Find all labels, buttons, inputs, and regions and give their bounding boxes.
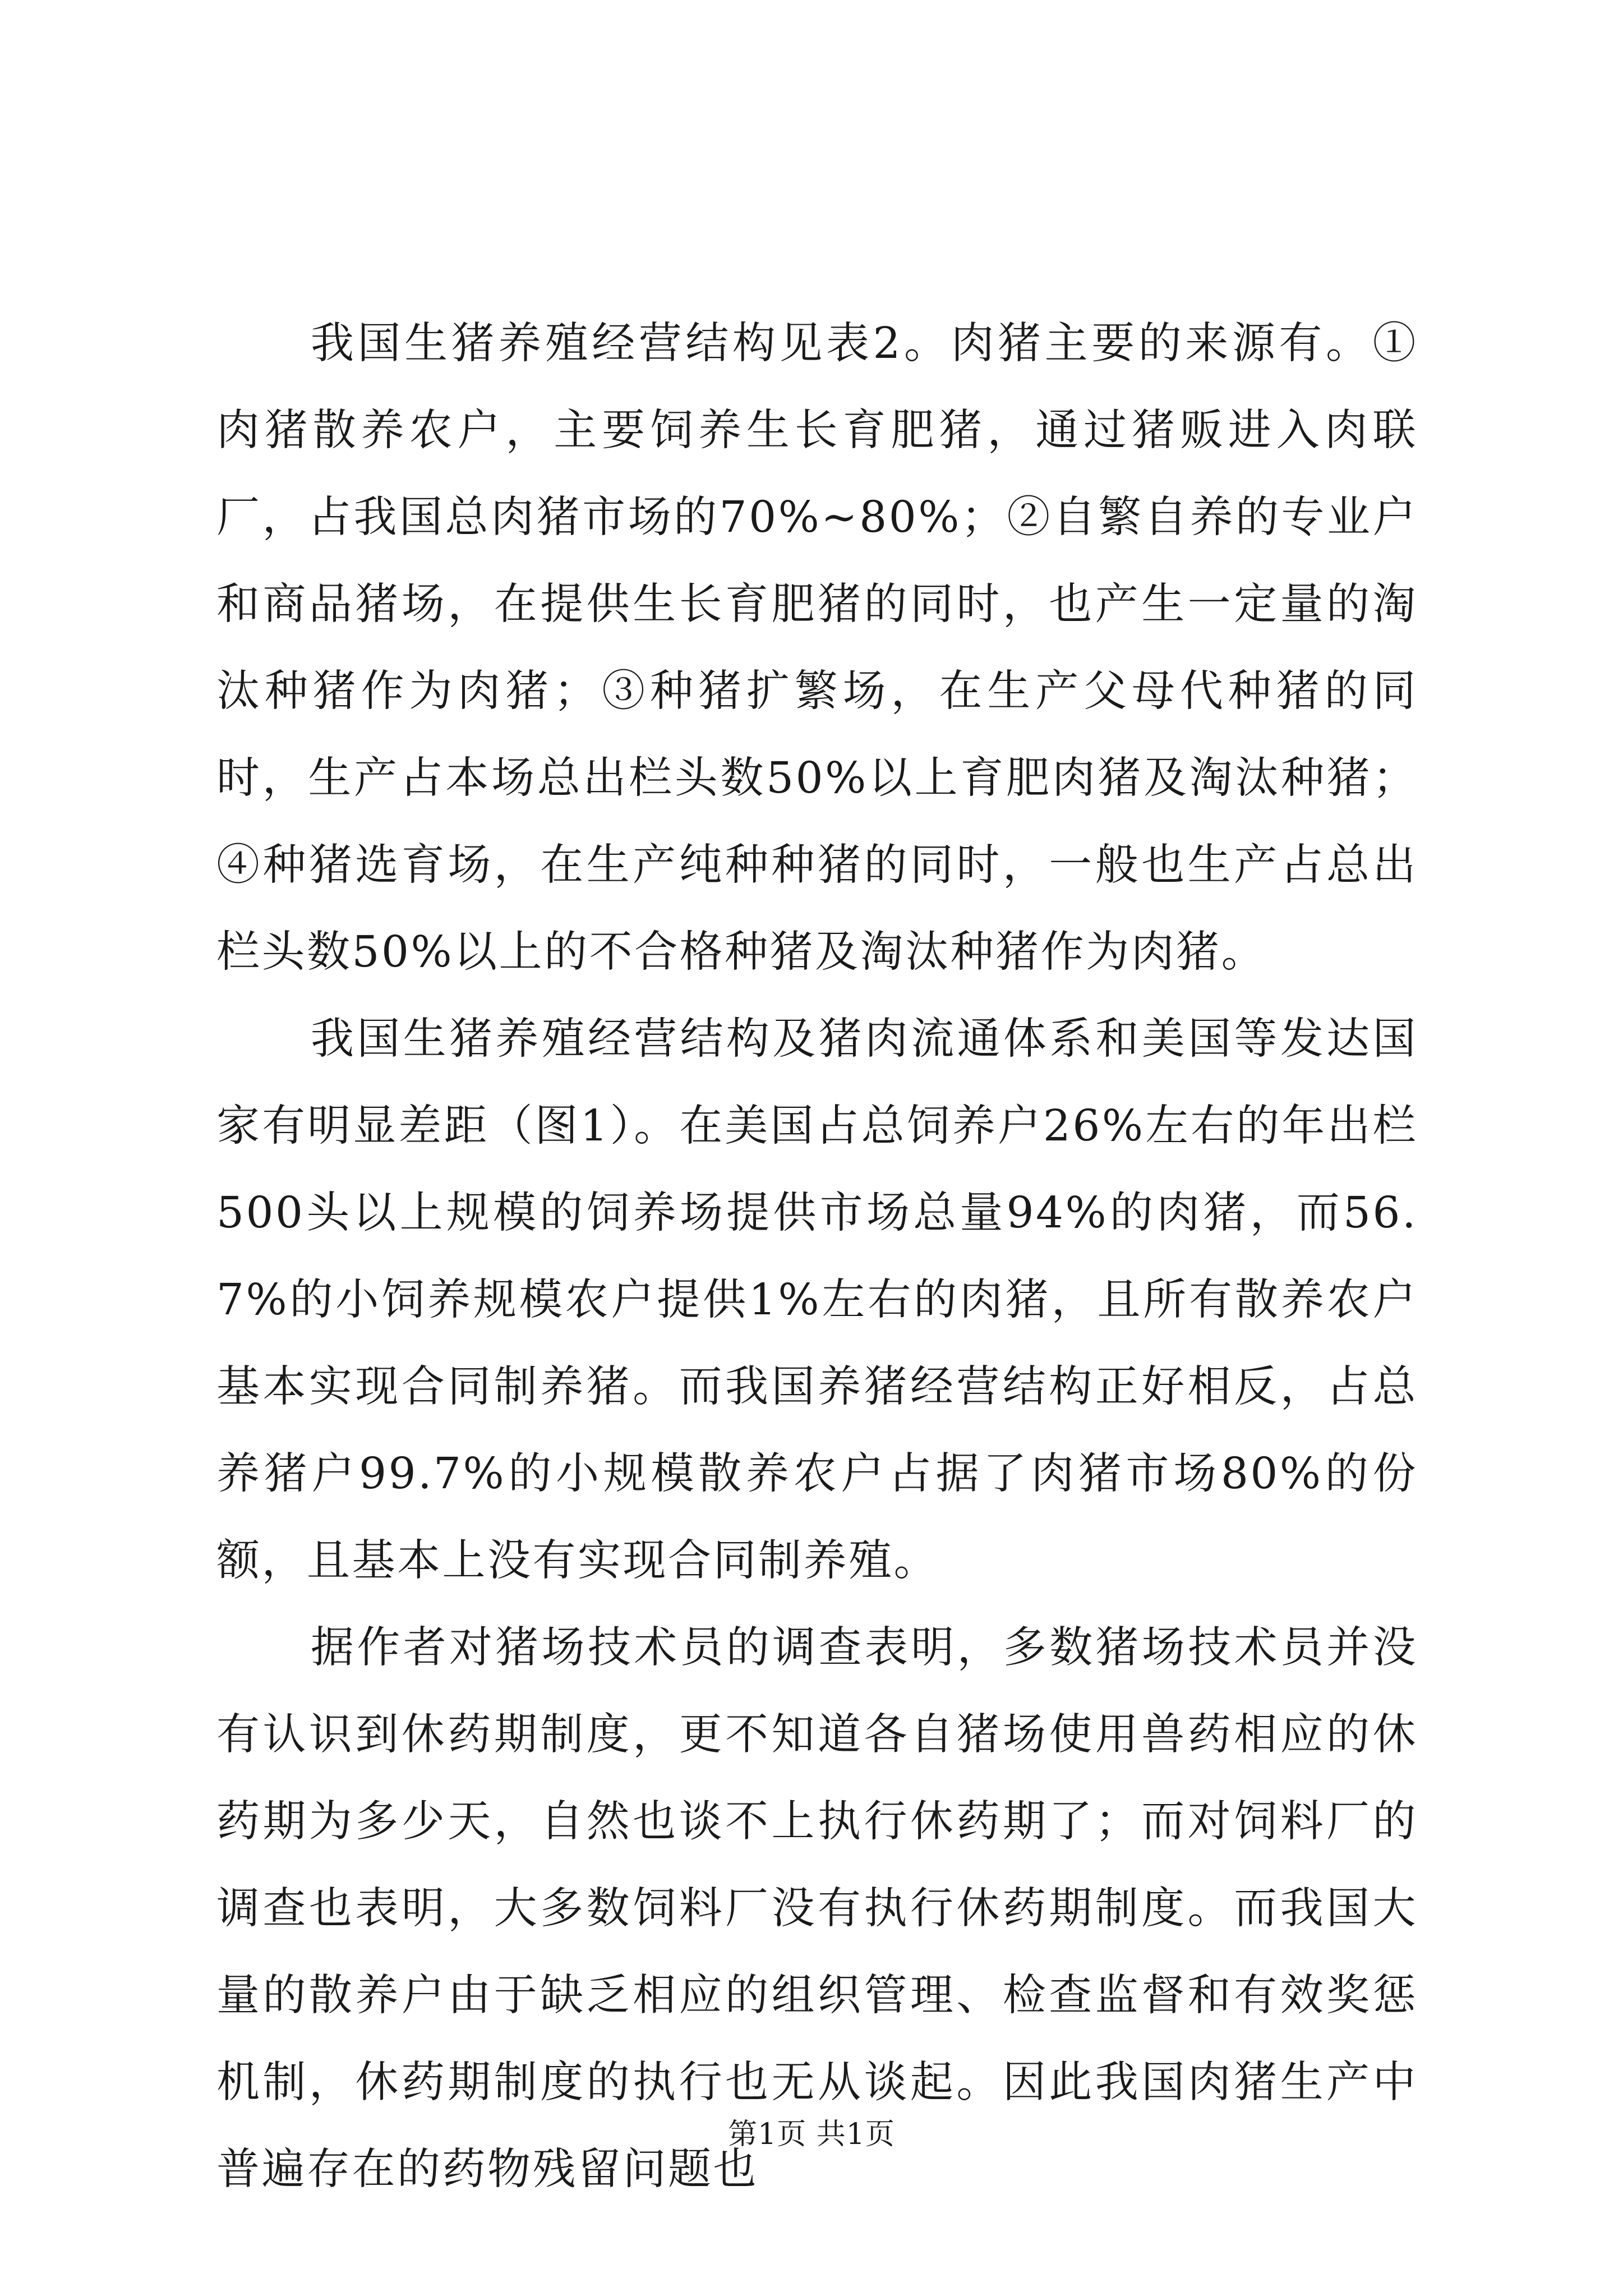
paragraph-2: 我国生猪养殖经营结构及猪肉流通体系和美国等发达国家有明显差距（图1）。在美国占总饲养户26%左右的年出栏500头以上规模的饲养场提供市场总量94%的肉猪，而56.7%的小饲养规模农户提供1%左右的肉猪，且所有散养农户基本实现合同制养猪。而我国养猪经营结构正好相反，占总养猪户99.7%的小规模散养农户占据了肉猪市场80%的份额，且基本上没有实现合同制养殖。 bbox=[216, 1014, 1418, 1586]
document-body bbox=[216, 300, 1418, 2213]
paragraph-1: 我国生猪养殖经营结构见表2。肉猪主要的来源有。①肉猪散养农户，主要饲养生长育肥猪，通过猪贩进入肉联厂，占我国总肉猪市场的70%~80%；②自繁自养的专业户和商品猪场，在提供生长育肥猪的同时，也产生一定量的淘汰种猪作为肉猪；③种猪扩繁场，在生产父母代种猪的同时，生产占本场总出栏头数50%以上育肥肉猪及淘汰种猪；④种猪选育场，在生产纯种种猪的同时，一般也生产占总出栏头数50%以上的不合格种猪及淘汰种猪作为肉猪。 bbox=[216, 319, 1418, 977]
page-number-footer: 第1页 共1页 bbox=[728, 2118, 895, 2151]
paragraph-3: 据作者对猪场技术员的调查表明，多数猪场技术员并没有认识到休药期制度，更不知道各自猪场使用兽药相应的休药期为多少天，自然也谈不上执行休药期了；而对饲料厂的调查也表明，大多数饲料厂没有执行休药期制度。而我国大量的散养户由于缺乏相应的组织管理、检查监督和有效奖惩机制，休药期制度的执行也无从谈起。因此我国肉猪生产中普遍存在的药物残留问题也 bbox=[216, 1623, 1418, 2194]
